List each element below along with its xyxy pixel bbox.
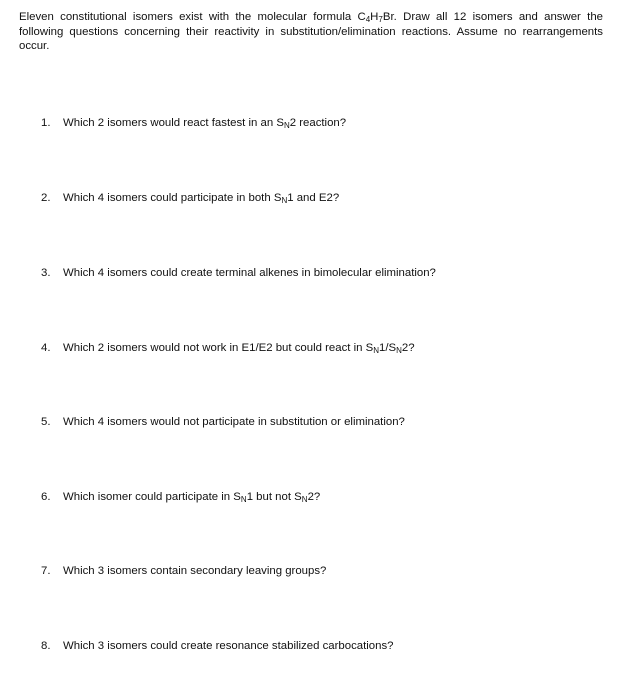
question-text: 1/S (379, 342, 397, 354)
question-8 (41, 639, 394, 653)
intro-paragraph (19, 10, 603, 54)
question-text: 2? (307, 491, 321, 503)
nucleophilic-subscript: N (396, 346, 402, 355)
question-text: Which 2 isomers would react fastest in an S (63, 117, 284, 129)
question-text: 2 reaction? (289, 117, 347, 129)
question-text: Which 3 isomers could create resonance stabilized carbocations? (63, 640, 394, 652)
question-number: 7. (41, 565, 51, 577)
question-3 (41, 266, 436, 280)
question-text: Which 2 isomers would not work in E1/E2 but could react in S (63, 342, 374, 354)
question-1 (41, 116, 346, 130)
formula-hydrogen-subscript: 7 (378, 15, 383, 24)
question-number: 6. (41, 491, 51, 503)
formula-carbon-subscript: 4 (365, 15, 371, 24)
question-text: Which 4 isomers could participate in both S (63, 192, 282, 204)
question-text: Which 3 isomers contain secondary leaving groups? (63, 565, 327, 577)
question-text: 1 but not S (246, 491, 302, 503)
question-7 (41, 564, 326, 578)
nucleophilic-subscript: N (283, 121, 290, 130)
question-number: 2. (41, 192, 51, 204)
question-text: Which isomer could participate in S (63, 491, 241, 503)
question-5 (41, 415, 405, 429)
nucleophilic-subscript: N (301, 495, 308, 504)
intro-text-part2: Br. Draw all 12 isomers and answer the following questions concerning their reactivity in substitution/elimination reactions. Assume no rearrangements occur. (19, 11, 603, 52)
nucleophilic-subscript: N (240, 495, 247, 504)
question-number: 3. (41, 267, 51, 279)
nucleophilic-subscript: N (373, 346, 380, 355)
question-number: 1. (41, 117, 51, 129)
nucleophilic-subscript: N (281, 196, 288, 205)
intro-text-part1: Eleven constitutional isomers exist with the molecular formula C (19, 11, 366, 23)
formula-hydrogen: H (370, 11, 379, 23)
question-2 (41, 191, 339, 205)
question-number: 4. (41, 342, 51, 354)
question-text: 1 and E2? (287, 192, 340, 204)
question-number: 8. (41, 640, 51, 652)
question-number: 5. (41, 416, 51, 428)
question-4 (41, 341, 415, 355)
question-text: 2? (401, 342, 415, 354)
question-6 (41, 490, 320, 504)
question-text: Which 4 isomers could create terminal alkenes in bimolecular elimination? (63, 267, 436, 279)
question-text: Which 4 isomers would not participate in substitution or elimination? (63, 416, 405, 428)
